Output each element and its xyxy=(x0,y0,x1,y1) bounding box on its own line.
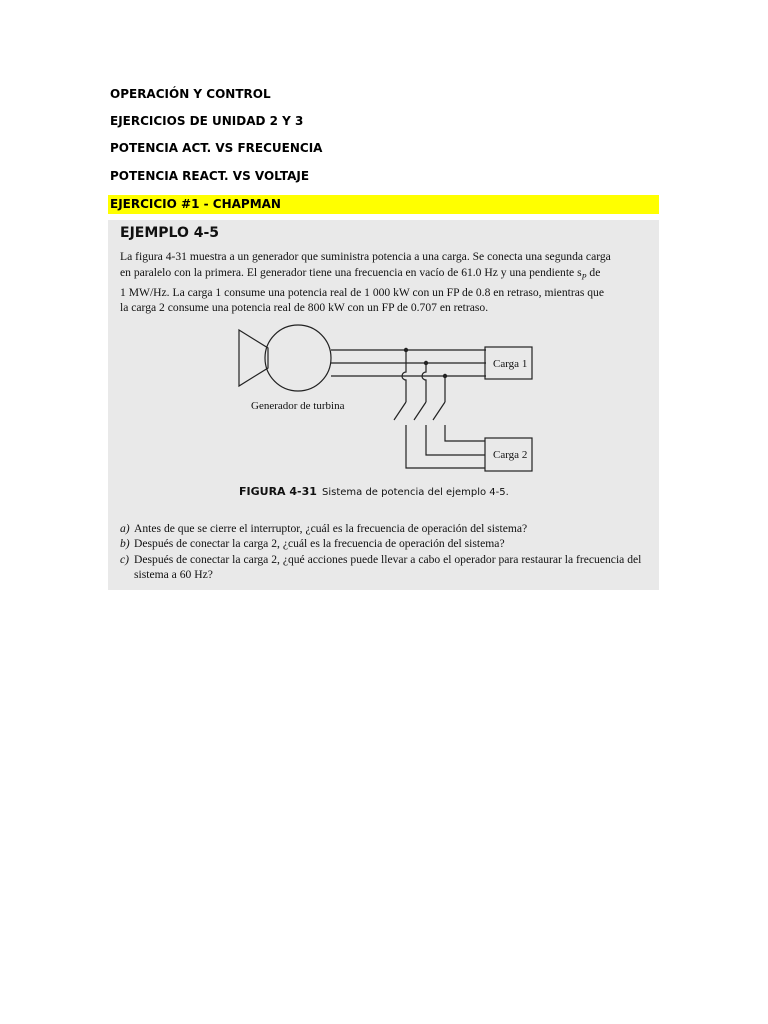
paragraph-line: La figura 4-31 muestra a un generador que suministra potencia a una carga. Se conecta una segunda carga xyxy=(120,250,611,263)
generator-icon xyxy=(265,325,331,391)
scanned-example-image xyxy=(108,220,659,590)
exercises-units-heading: EJERCICIOS DE UNIDAD 2 Y 3 xyxy=(110,114,304,128)
example-title: EJEMPLO 4-5 xyxy=(120,225,220,241)
question-item: c) Después de conectar la carga 2, ¿qué acciones puede llevar a cabo el operador para restaurar la frecuencia del sistema a 60 Hz? xyxy=(120,552,642,582)
figure-caption: Sistema de potencia del ejemplo 4-5. xyxy=(322,487,509,498)
question-item: a) Antes de que se cierre el interruptor, ¿cuál es la frecuencia de operación del sistema? xyxy=(120,522,528,535)
load1-label: Carga 1 xyxy=(493,358,528,370)
turbine-icon xyxy=(239,330,268,386)
figure-number: FIGURA 4-31 xyxy=(239,485,317,498)
paragraph-line: 1 MW/Hz. La carga 1 consume una potencia real de 1 000 kW con un FP de 0.8 en retraso, mientras que xyxy=(120,285,604,299)
generator-label: Generador de turbina xyxy=(251,400,345,412)
switch-blade xyxy=(414,402,426,420)
paragraph-line: la carga 2 consume una potencia real de 800 kW con un FP de 0.707 en retraso. xyxy=(120,301,489,315)
switch-blade xyxy=(433,402,445,420)
exercise-title: EJERCICIO #1 - CHAPMAN xyxy=(110,197,281,211)
reactive-power-heading: POTENCIA REACT. VS VOLTAJE xyxy=(110,169,310,183)
active-power-heading: POTENCIA ACT. VS FRECUENCIA xyxy=(110,141,323,155)
questions-list xyxy=(120,521,656,583)
load2-label: Carga 2 xyxy=(493,449,528,461)
question-item: b) Después de conectar la carga 2, ¿cuál es la frecuencia de operación del sistema? xyxy=(120,537,505,551)
course-title: OPERACIÓN Y CONTROL xyxy=(110,87,271,101)
phase-b-drop xyxy=(422,363,426,402)
switch-blade xyxy=(394,402,406,420)
paragraph-line: en paralelo con la primera. El generador tiene una frecuencia en vacío de 61.0 Hz y una pendiente $s_P$ de xyxy=(120,265,601,281)
